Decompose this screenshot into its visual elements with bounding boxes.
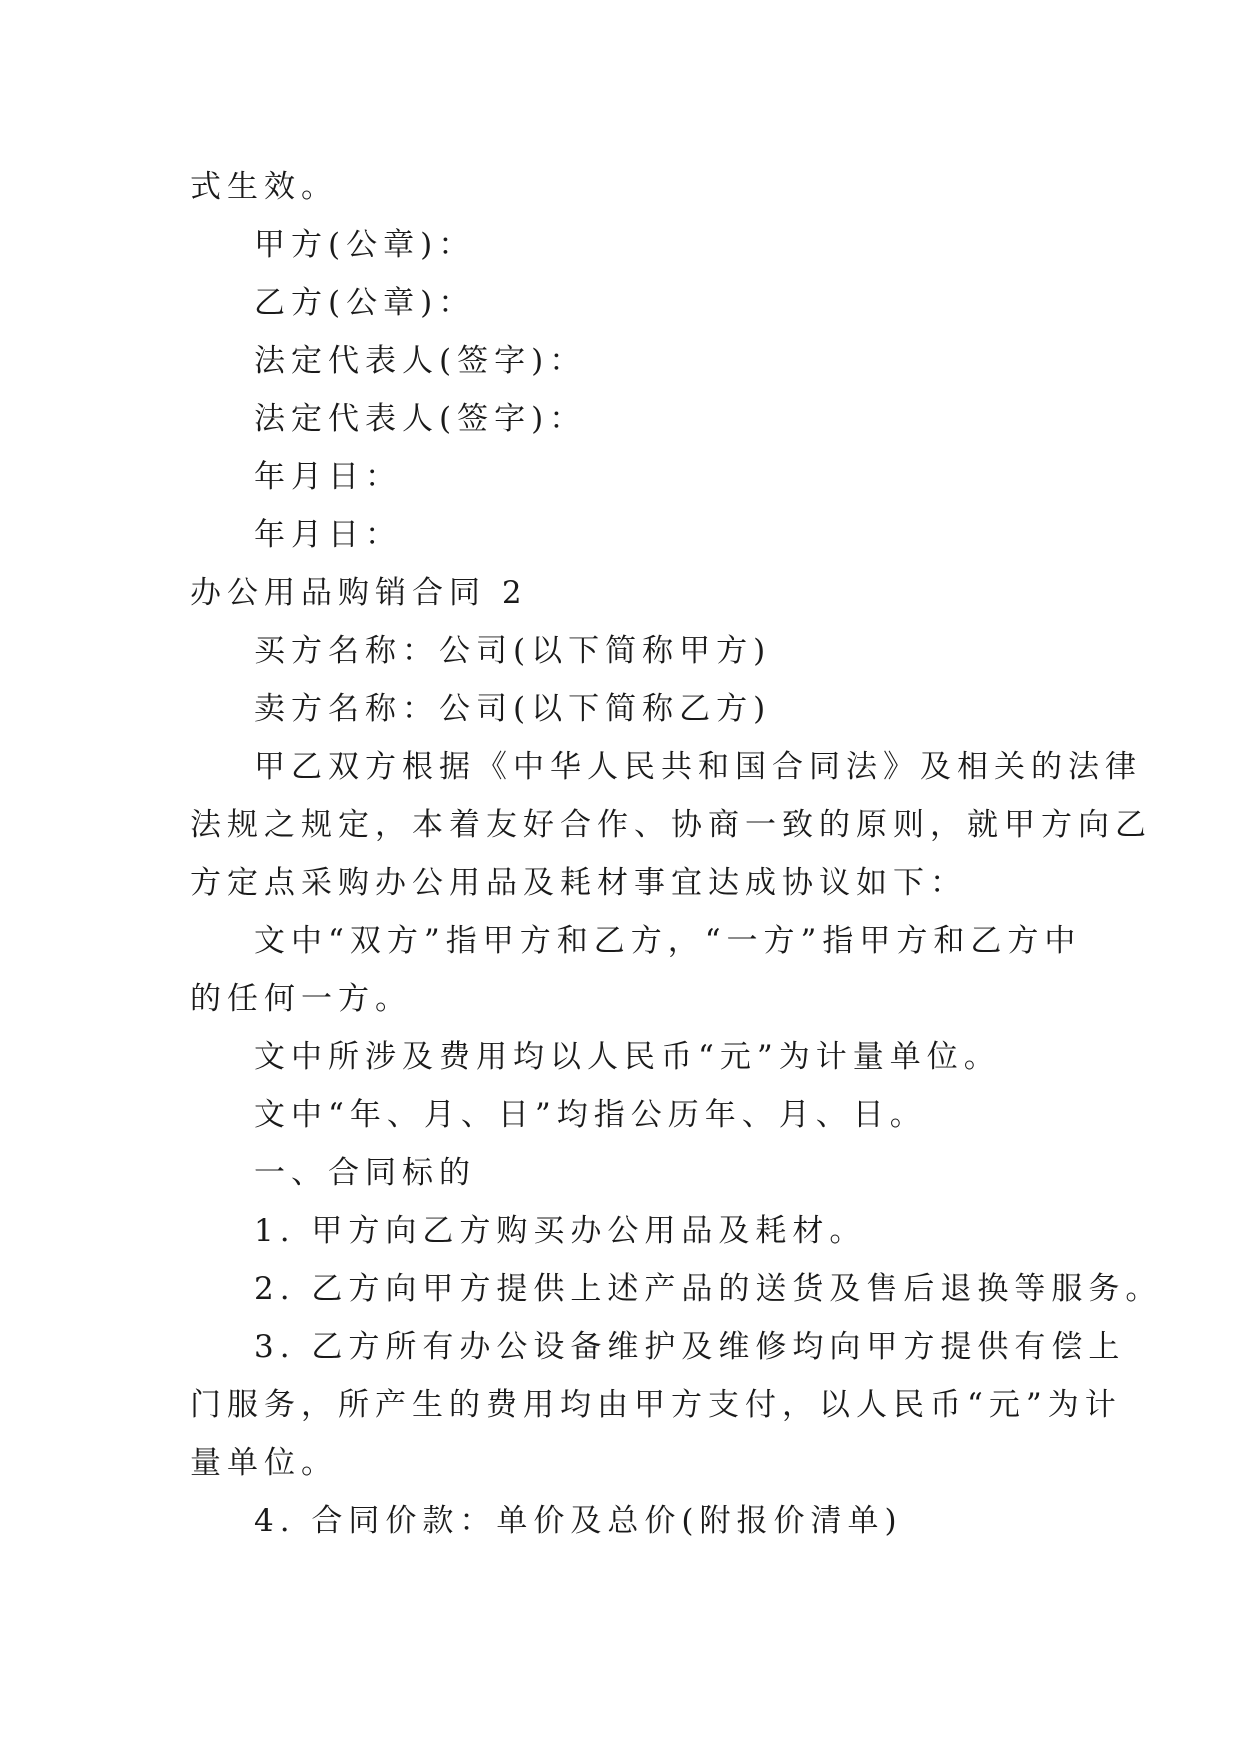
clause-heading: 一、合同标的 — [254, 1155, 476, 1191]
text-line: 年月日： — [254, 459, 402, 495]
text-line: 年月日： — [254, 517, 402, 553]
text-line: 法定代表人(签字)： — [254, 343, 587, 379]
text-line: 法定代表人(签字)： — [254, 401, 587, 437]
text-line: 4. 合同价款：单价及总价(附报价清单) — [254, 1503, 903, 1539]
text-line: 量单位。 — [190, 1445, 338, 1481]
text-line: 甲乙双方根据《中华人民共和国合同法》及相关的法律 — [254, 749, 1142, 785]
text-line: 甲方(公章)： — [254, 227, 476, 263]
text-line: 文中“年、月、日”均指公历年、月、日。 — [254, 1097, 927, 1133]
text-line: 文中“双方”指甲方和乙方，“一方”指甲方和乙方中 — [254, 923, 1082, 959]
text-line: 文中所涉及费用均以人民币“元”为计量单位。 — [254, 1039, 1001, 1075]
text-line: 方定点采购办公用品及耗材事宜达成协议如下： — [190, 865, 967, 901]
text-line: 法规之规定，本着友好合作、协商一致的原则，就甲方向乙 — [190, 807, 1152, 843]
text-line: 的任何一方。 — [190, 981, 412, 1017]
text-line: 卖方名称：公司(以下简称乙方) — [254, 691, 772, 727]
text-line: 2. 乙方向甲方提供上述产品的送货及售后退换等服务。 — [254, 1271, 1163, 1307]
text-line: 门服务，所产生的费用均由甲方支付，以人民币“元”为计 — [190, 1387, 1122, 1423]
text-line: 式生效。 — [190, 169, 338, 205]
text-line: 1. 甲方向乙方购买办公用品及耗材。 — [254, 1213, 867, 1249]
text-line: 乙方(公章)： — [254, 285, 476, 321]
section-title: 办公用品购销合同 2 — [190, 575, 528, 611]
text-line: 3. 乙方所有办公设备维护及维修均向甲方提供有偿上 — [254, 1329, 1126, 1365]
document-body — [190, 158, 1163, 1550]
text-line: 买方名称：公司(以下简称甲方) — [254, 633, 772, 669]
